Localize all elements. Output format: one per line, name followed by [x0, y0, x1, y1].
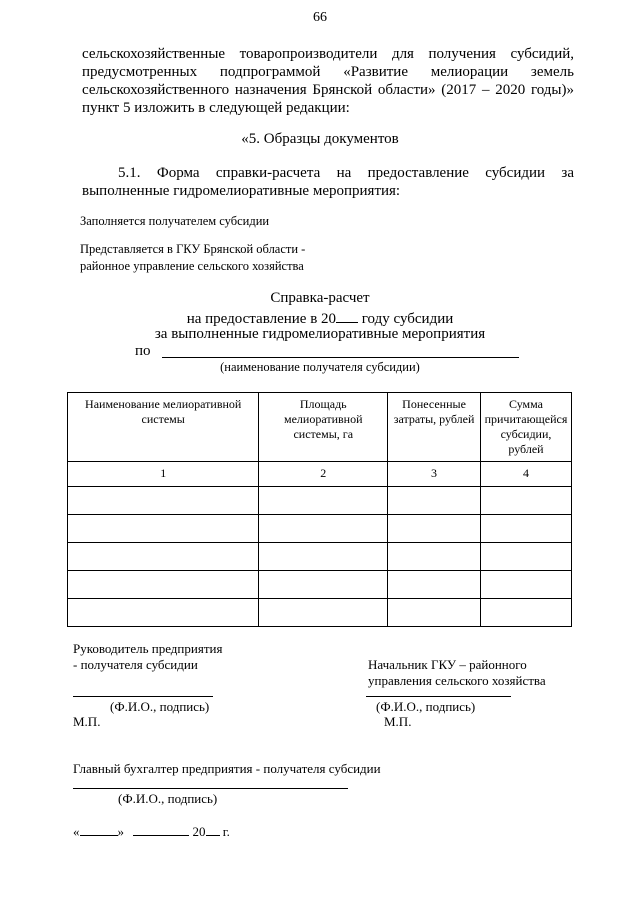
gku-signature-caption: (Ф.И.О., подпись) — [376, 699, 476, 714]
table-cell — [259, 599, 388, 627]
accountant-signature-line — [73, 788, 348, 789]
form-title: Справка-расчет — [270, 290, 370, 306]
month-blank — [133, 821, 189, 836]
filled-by-note: Заполняется получателем субсидии — [80, 214, 270, 228]
form-year-line — [0, 308, 640, 328]
form-year-prefix: на предоставление в 20 — [186, 311, 337, 327]
header-system-name: Наименование мелиоративной системы — [68, 393, 259, 462]
table-row — [68, 487, 572, 515]
gku-stamp: М.П. — [384, 714, 412, 729]
recipient-name-line — [162, 357, 519, 358]
gku-signature-line — [366, 696, 511, 697]
head-title-line-2: - получателя субсидии — [73, 657, 198, 672]
table-cell — [68, 543, 259, 571]
table-cell — [68, 515, 259, 543]
page-number: 66 — [313, 10, 327, 25]
gku-title-line-2: управления сельского хозяйства — [368, 673, 546, 688]
table-cell — [388, 487, 481, 515]
table-cell — [68, 487, 259, 515]
gku-title-line-1: Начальник ГКУ – районного — [368, 657, 527, 672]
head-signature-caption: (Ф.И.О., подпись) — [110, 699, 210, 714]
year-blank — [336, 308, 358, 323]
year-suffix-blank — [206, 821, 220, 836]
table-row — [68, 543, 572, 571]
head-stamp: М.П. — [73, 714, 101, 729]
date-line — [73, 821, 230, 840]
table-row — [68, 599, 572, 627]
header-subsidy: Сумма причитающейся субсидии, рублей — [480, 393, 571, 462]
table-cell — [480, 515, 571, 543]
column-number-4: 4 — [480, 462, 571, 487]
table-cell — [388, 571, 481, 599]
header-area: Площадь мелиоративной системы, га — [259, 393, 388, 462]
accountant-signature-caption: (Ф.И.О., подпись) — [118, 791, 218, 806]
intro-line-4: пункт 5 изложить в следующей редакции: — [82, 100, 350, 116]
table-row — [68, 515, 572, 543]
table-row — [68, 571, 572, 599]
calculation-table — [67, 392, 572, 627]
date-open-quote: « — [73, 824, 80, 839]
column-number-3: 3 — [388, 462, 481, 487]
intro-line-1: сельскохозяйственные товаропроизводители для получения субсидий, — [82, 46, 574, 62]
form-subtitle: за выполненные гидромелиоративные мероприятия — [154, 326, 486, 342]
intro-line-2: предусмотренных подпрограммой «Развитие мелиорации земель — [82, 64, 574, 80]
table-cell — [259, 543, 388, 571]
table-cell — [480, 599, 571, 627]
head-signature-line — [73, 696, 213, 697]
column-number-2: 2 — [259, 462, 388, 487]
table-cell — [480, 571, 571, 599]
subsection-line-1: 5.1. Форма справки-расчета на предоставление субсидии за — [118, 165, 574, 181]
date-close-quote: » — [117, 824, 124, 839]
submitted-to-line-1: Представляется в ГКУ Брянской области - — [80, 242, 306, 256]
table-cell — [388, 515, 481, 543]
table-cell — [259, 571, 388, 599]
table-cell — [480, 487, 571, 515]
subsection-line-2: выполненные гидромелиоративные мероприятия: — [82, 183, 401, 199]
table-cell — [68, 571, 259, 599]
table-cell — [480, 543, 571, 571]
recipient-caption: (наименование получателя субсидии) — [220, 360, 420, 374]
table-cell — [68, 599, 259, 627]
table-cell — [388, 543, 481, 571]
head-title-line-1: Руководитель предприятия — [73, 641, 223, 656]
table-cell — [259, 515, 388, 543]
form-year-suffix: году субсидии — [361, 311, 454, 327]
submitted-to-line-2: районное управление сельского хозяйства — [80, 259, 304, 273]
table-cell — [259, 487, 388, 515]
accountant-title: Главный бухгалтер предприятия - получателя субсидии — [73, 761, 381, 776]
year-prefix: 20 — [192, 824, 206, 839]
column-number-1: 1 — [68, 462, 259, 487]
table-cell — [388, 599, 481, 627]
intro-line-3: сельскохозяйственного назначения Брянской области» (2017 – 2020 годы)» — [82, 82, 574, 98]
section-title: «5. Образцы документов — [241, 131, 399, 147]
year-suffix: г. — [222, 824, 230, 839]
header-costs: Понесенные затраты, рублей — [388, 393, 481, 462]
po-label: по — [135, 343, 151, 359]
day-blank — [80, 821, 118, 836]
